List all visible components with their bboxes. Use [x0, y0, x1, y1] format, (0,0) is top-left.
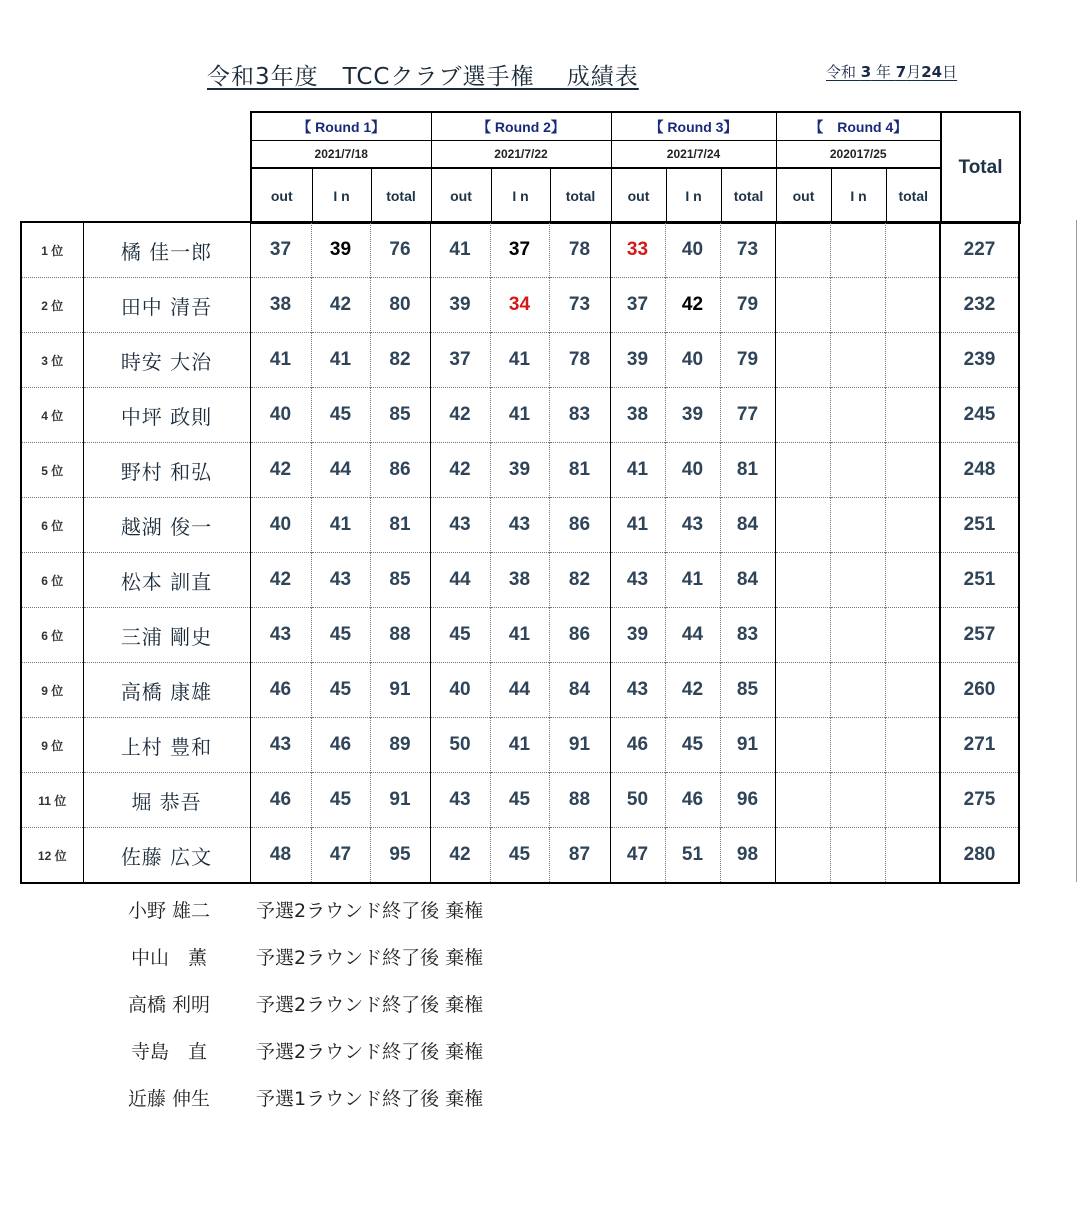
r3-total-header: total	[721, 168, 776, 224]
score-cell: 43	[311, 553, 370, 608]
withdrawn-note: 予選2ラウンド終了後 棄権	[256, 900, 484, 922]
score-cell: 96	[720, 773, 775, 828]
score-cell: 86	[549, 498, 610, 553]
score-cell: 45	[490, 773, 549, 828]
rank-cell: 2 位	[21, 278, 83, 333]
score-cell: 33	[610, 222, 665, 278]
table-row	[21, 222, 1019, 278]
score-cell: 42	[250, 443, 311, 498]
score-cell: 91	[720, 718, 775, 773]
grand-total-cell: 260	[940, 663, 1019, 718]
score-cell	[775, 222, 830, 278]
score-cell: 81	[370, 498, 430, 553]
score-cell: 78	[549, 333, 610, 388]
score-cell	[775, 333, 830, 388]
score-cell: 43	[610, 553, 665, 608]
page-edge-line	[1076, 220, 1077, 882]
score-cell: 40	[250, 498, 311, 553]
rank-cell: 11 位	[21, 773, 83, 828]
score-cell	[885, 222, 940, 278]
score-cell: 40	[430, 663, 490, 718]
score-cell: 44	[311, 443, 370, 498]
player-name: 野村 和弘	[83, 443, 250, 498]
score-cell: 45	[311, 773, 370, 828]
score-cell: 45	[311, 388, 370, 443]
withdrawn-note: 予選1ラウンド終了後 棄権	[256, 1088, 484, 1110]
score-cell: 51	[665, 828, 720, 884]
rank-cell: 9 位	[21, 663, 83, 718]
score-cell	[830, 828, 885, 884]
score-cell: 43	[430, 498, 490, 553]
withdrawn-name: 小野 雄二	[127, 900, 211, 922]
score-cell: 39	[490, 443, 549, 498]
player-name: 三浦 剛史	[83, 608, 250, 663]
withdrawn-item	[0, 1037, 600, 1067]
r1-total-header: total	[371, 168, 431, 224]
score-cell	[775, 663, 830, 718]
player-name: 越湖 俊一	[83, 498, 250, 553]
score-cell: 43	[430, 773, 490, 828]
score-cell: 39	[665, 388, 720, 443]
score-cell: 50	[610, 773, 665, 828]
score-cell: 50	[430, 718, 490, 773]
score-cell: 41	[490, 333, 549, 388]
score-cell: 91	[370, 773, 430, 828]
score-cell: 38	[250, 278, 311, 333]
score-cell: 86	[370, 443, 430, 498]
score-cell	[885, 278, 940, 333]
score-cell: 83	[549, 388, 610, 443]
score-cell: 37	[490, 222, 549, 278]
score-cell: 81	[549, 443, 610, 498]
score-cell: 89	[370, 718, 430, 773]
score-cell	[830, 553, 885, 608]
score-cell: 37	[430, 333, 490, 388]
score-cell: 73	[549, 278, 610, 333]
score-cell: 83	[720, 608, 775, 663]
table-row	[21, 498, 1019, 553]
score-cell: 45	[311, 608, 370, 663]
score-cell	[775, 828, 830, 884]
withdrawn-name: 高橋 利明	[127, 994, 211, 1016]
score-cell: 84	[720, 498, 775, 553]
withdrawn-note: 予選2ラウンド終了後 棄権	[256, 1041, 484, 1063]
round-3-date: 2021/7/24	[611, 141, 776, 169]
score-cell	[830, 498, 885, 553]
grand-total-cell: 271	[940, 718, 1019, 773]
score-cell: 84	[720, 553, 775, 608]
table-row	[21, 333, 1019, 388]
withdrawn-name: 近藤 伸生	[127, 1088, 211, 1110]
rank-cell: 1 位	[21, 222, 83, 278]
player-name: 松本 訓直	[83, 553, 250, 608]
round-4-label: 【 Round 4】	[776, 112, 941, 141]
score-cell: 77	[720, 388, 775, 443]
score-cell: 42	[665, 663, 720, 718]
score-cell: 39	[311, 222, 370, 278]
score-cell: 41	[610, 443, 665, 498]
score-cell: 45	[430, 608, 490, 663]
score-cell: 46	[250, 663, 311, 718]
score-cell	[885, 828, 940, 884]
player-name: 時安 大治	[83, 333, 250, 388]
score-cell	[830, 443, 885, 498]
score-cell	[885, 608, 940, 663]
score-cell	[775, 553, 830, 608]
score-cell	[885, 388, 940, 443]
score-cell: 84	[549, 663, 610, 718]
table-row	[21, 388, 1019, 443]
score-cell	[885, 333, 940, 388]
score-cell: 47	[311, 828, 370, 884]
withdrawn-name: 中山 薫	[130, 947, 207, 969]
score-cell: 79	[720, 278, 775, 333]
score-cell: 91	[549, 718, 610, 773]
round-1-date: 2021/7/18	[251, 141, 431, 169]
score-cell: 41	[610, 498, 665, 553]
score-cell: 39	[430, 278, 490, 333]
grand-total-cell: 251	[940, 553, 1019, 608]
r1-in-header: I n	[312, 168, 371, 224]
rank-cell: 6 位	[21, 498, 83, 553]
r3-out-header: out	[611, 168, 666, 224]
score-cell: 45	[490, 828, 549, 884]
score-cell: 40	[665, 222, 720, 278]
round-2-label: 【 Round 2】	[431, 112, 611, 141]
score-cell	[830, 333, 885, 388]
withdrawn-item	[0, 1084, 600, 1114]
table-row	[21, 773, 1019, 828]
score-cell: 85	[370, 388, 430, 443]
score-cell: 43	[665, 498, 720, 553]
score-cell: 73	[720, 222, 775, 278]
r4-out-header: out	[776, 168, 831, 224]
score-cell	[775, 498, 830, 553]
score-cell	[885, 773, 940, 828]
rank-cell: 4 位	[21, 388, 83, 443]
score-cell	[775, 278, 830, 333]
score-cell: 48	[250, 828, 311, 884]
score-cell: 41	[311, 498, 370, 553]
score-cell	[775, 773, 830, 828]
score-cell	[830, 773, 885, 828]
score-cell	[885, 498, 940, 553]
player-name: 堀 恭吾	[83, 773, 250, 828]
score-cell	[830, 718, 885, 773]
score-cell: 37	[250, 222, 311, 278]
score-cell: 45	[311, 663, 370, 718]
score-cell	[775, 608, 830, 663]
r4-total-header: total	[886, 168, 941, 224]
player-name: 上村 豊和	[83, 718, 250, 773]
round-3-label: 【 Round 3】	[611, 112, 776, 141]
table-row	[21, 443, 1019, 498]
score-cell: 88	[370, 608, 430, 663]
page-title: 令和3年度 TCCクラブ選手権 成績表	[207, 64, 639, 90]
score-cell	[830, 663, 885, 718]
score-cell: 91	[370, 663, 430, 718]
score-cell: 41	[250, 333, 311, 388]
rank-cell: 9 位	[21, 718, 83, 773]
score-cell: 82	[549, 553, 610, 608]
score-cell: 39	[610, 333, 665, 388]
score-cell: 78	[549, 222, 610, 278]
score-cell: 34	[490, 278, 549, 333]
score-cell: 43	[610, 663, 665, 718]
withdrawn-item	[0, 896, 600, 926]
score-cell: 40	[665, 333, 720, 388]
report-date: 令和 3 年 7月24日	[826, 63, 958, 81]
grand-total-header: Total	[941, 112, 1020, 224]
player-name: 橘 佳一郎	[83, 222, 250, 278]
score-cell: 46	[311, 718, 370, 773]
withdrawn-name: 寺島 直	[130, 1041, 207, 1063]
score-cell: 47	[610, 828, 665, 884]
score-cell	[830, 388, 885, 443]
r4-in-header: I n	[831, 168, 886, 224]
score-cell	[775, 388, 830, 443]
player-name: 中坪 政則	[83, 388, 250, 443]
rank-cell: 12 位	[21, 828, 83, 884]
score-cell: 42	[250, 553, 311, 608]
score-cell: 87	[549, 828, 610, 884]
table-row	[21, 278, 1019, 333]
score-cell: 37	[610, 278, 665, 333]
grand-total-cell: 257	[940, 608, 1019, 663]
score-cell: 95	[370, 828, 430, 884]
rank-cell: 3 位	[21, 333, 83, 388]
score-cell: 44	[665, 608, 720, 663]
player-name: 田中 清吾	[83, 278, 250, 333]
table-row	[21, 553, 1019, 608]
score-cell: 41	[490, 608, 549, 663]
score-cell: 98	[720, 828, 775, 884]
score-cell: 42	[311, 278, 370, 333]
score-cell: 80	[370, 278, 430, 333]
score-cell: 39	[610, 608, 665, 663]
withdrawn-note: 予選2ラウンド終了後 棄権	[256, 947, 484, 969]
score-cell: 79	[720, 333, 775, 388]
grand-total-cell: 227	[940, 222, 1019, 278]
score-cell: 43	[250, 608, 311, 663]
grand-total-cell: 232	[940, 278, 1019, 333]
grand-total-cell: 275	[940, 773, 1019, 828]
score-cell	[830, 278, 885, 333]
score-cell: 43	[490, 498, 549, 553]
grand-total-cell: 251	[940, 498, 1019, 553]
rank-cell: 6 位	[21, 608, 83, 663]
score-cell: 41	[490, 388, 549, 443]
score-cell: 42	[430, 388, 490, 443]
score-cell: 88	[549, 773, 610, 828]
round-2-date: 2021/7/22	[431, 141, 611, 169]
score-cell: 42	[430, 443, 490, 498]
grand-total-cell: 280	[940, 828, 1019, 884]
rank-cell: 5 位	[21, 443, 83, 498]
score-cell: 86	[549, 608, 610, 663]
r2-in-header: I n	[491, 168, 550, 224]
score-cell: 46	[250, 773, 311, 828]
score-cell	[830, 222, 885, 278]
score-cell	[885, 443, 940, 498]
r1-out-header: out	[251, 168, 312, 224]
r2-out-header: out	[431, 168, 491, 224]
score-cell: 38	[490, 553, 549, 608]
score-cell: 81	[720, 443, 775, 498]
score-cell: 43	[250, 718, 311, 773]
score-table	[20, 221, 1020, 884]
grand-total-cell: 248	[940, 443, 1019, 498]
score-cell	[885, 663, 940, 718]
score-cell: 38	[610, 388, 665, 443]
player-name: 高橋 康雄	[83, 663, 250, 718]
r3-in-header: I n	[666, 168, 721, 224]
r2-total-header: total	[550, 168, 611, 224]
rank-cell: 6 位	[21, 553, 83, 608]
score-cell: 41	[665, 553, 720, 608]
round-4-date: 202017/25	[776, 141, 941, 169]
score-cell: 41	[311, 333, 370, 388]
score-cell: 46	[610, 718, 665, 773]
score-cell: 76	[370, 222, 430, 278]
score-cell	[775, 443, 830, 498]
score-cell: 42	[430, 828, 490, 884]
player-name: 佐藤 広文	[83, 828, 250, 884]
table-row	[21, 663, 1019, 718]
score-table-header	[250, 111, 1021, 224]
table-row	[21, 608, 1019, 663]
table-row	[21, 718, 1019, 773]
score-cell: 45	[665, 718, 720, 773]
score-cell: 82	[370, 333, 430, 388]
score-cell	[885, 553, 940, 608]
withdrawn-item	[0, 943, 600, 973]
score-cell: 41	[490, 718, 549, 773]
score-cell: 85	[720, 663, 775, 718]
score-cell	[775, 718, 830, 773]
score-cell: 41	[430, 222, 490, 278]
score-cell: 40	[665, 443, 720, 498]
score-cell: 42	[665, 278, 720, 333]
score-cell	[885, 718, 940, 773]
score-cell: 44	[490, 663, 549, 718]
score-cell: 40	[250, 388, 311, 443]
table-row	[21, 828, 1019, 884]
round-1-label: 【 Round 1】	[251, 112, 431, 141]
withdrawn-note: 予選2ラウンド終了後 棄権	[256, 994, 484, 1016]
score-cell	[830, 608, 885, 663]
score-cell: 44	[430, 553, 490, 608]
score-cell: 85	[370, 553, 430, 608]
withdrawn-item	[0, 990, 600, 1020]
grand-total-cell: 239	[940, 333, 1019, 388]
score-cell: 46	[665, 773, 720, 828]
grand-total-cell: 245	[940, 388, 1019, 443]
